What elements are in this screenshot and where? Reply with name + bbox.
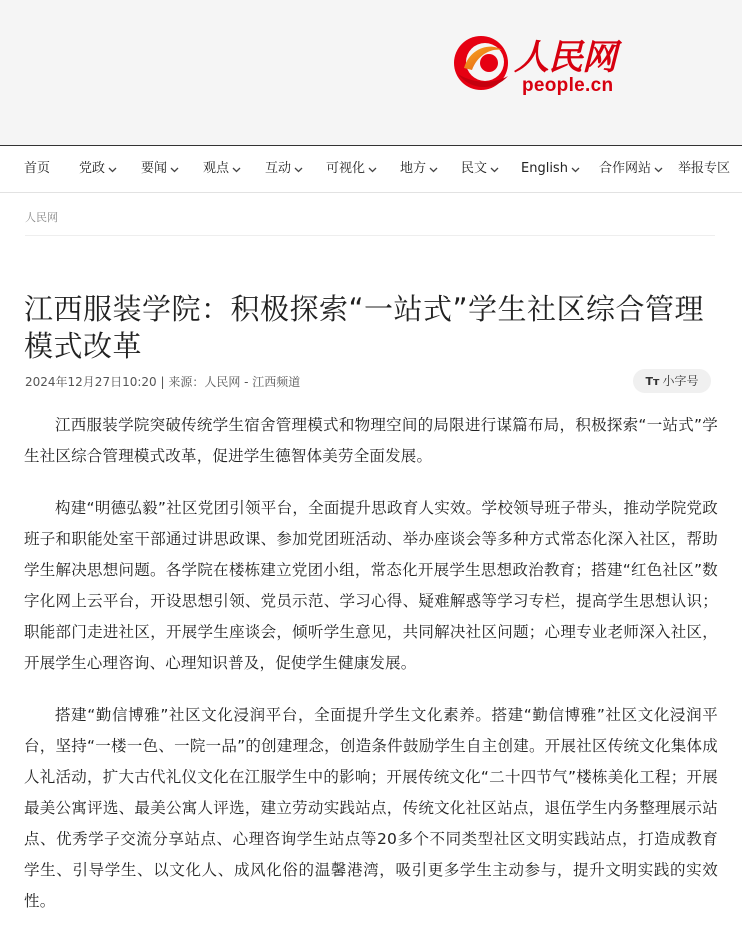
- chevron-down-icon: [429, 167, 438, 173]
- nav-item-partners[interactable]: [599, 146, 663, 192]
- logo-chinese-text: 人民网: [514, 37, 617, 78]
- breadcrumb[interactable]: 人民网: [25, 211, 58, 224]
- nav-item-label: 合作网站: [599, 161, 652, 176]
- chevron-down-icon: [170, 167, 179, 173]
- nav-item-home[interactable]: [24, 146, 50, 192]
- site-header: [0, 0, 742, 145]
- nav-item-english[interactable]: [521, 146, 580, 192]
- nav-item-label: 党政: [79, 161, 106, 176]
- nav-item-label: 举报专区: [678, 161, 731, 176]
- nav-item-label: 要闻: [141, 161, 168, 176]
- chevron-down-icon: [490, 167, 499, 173]
- nav-item-label: 互动: [265, 161, 292, 176]
- main-nav: [0, 145, 742, 193]
- article-title: 江西服装学院：积极探索“一站式”学生社区综合管理模式改革: [24, 292, 705, 364]
- chevron-down-icon: [368, 167, 377, 173]
- nav-item-ethnic[interactable]: [461, 146, 499, 192]
- chevron-down-icon: [294, 167, 303, 173]
- nav-item-news[interactable]: [141, 146, 179, 192]
- nav-item-interaction[interactable]: [265, 146, 303, 192]
- article-paragraph: 搭建“勤信博雅”社区文化浸润平台，全面提升学生文化素养。搭建“勤信博雅”社区文化浸润平台，坚持“一楼一色、一院一品”的创建理念，创造条件鼓励学生自主创建。开展社区传统文化集体成人礼活动，扩大古代礼仪文化在江服学生中的影响；开展传统文化“二十四节气”楼栋美化工程；开展最美公寓评选、最美公寓人评选，建立劳动实践站点，传统文化社区站点，退伍学生内务整理展示站点、优秀学子交流分享站点、心理咨询学生站点等20多个不同类型社区文明实践站点，打造成教育学生、引导学生、以文化人、成风化俗的温馨港湾，吸引更多学生主动参与，提升文明实践的实效性。: [24, 706, 718, 910]
- font-size-icon: Tт: [645, 375, 660, 388]
- article-paragraph: 构建“明德弘毅”社区党团引领平台，全面提升思政育人实效。学校领导班子带头，推动学院党政班子和职能处室干部通过讲思政课、参加党团班活动、举办座谈会等多种方式常态化深入社区，帮助学生解决思想问题。各学院在楼栋建立党团小组，常态化开展学生思想政治教育；搭建“红色社区”数字化网上云平台，开设思想引领、党员示范、学习心得、疑难解惑等学习专栏，提高学生思想认识；职能部门走进社区，开展学生座谈会，倾听学生意见，共同解决社区问题；心理专业老师深入社区，开展学生心理咨询、心理知识普及，促使学生健康发展。: [24, 499, 718, 672]
- chevron-down-icon: [108, 167, 117, 173]
- chevron-down-icon: [232, 167, 241, 173]
- nav-item-label: 首页: [24, 161, 51, 176]
- article-paragraph: 江西服装学院突破传统学生宿舍管理模式和物理空间的局限进行谋篇布局，积极探索“一站式”学生社区综合管理模式改革，促进学生德智体美劳全面发展。: [24, 416, 718, 465]
- article-body: [24, 410, 718, 938]
- nav-item-politics[interactable]: [79, 146, 117, 192]
- nav-item-local[interactable]: [400, 146, 438, 192]
- nav-item-visualization[interactable]: [326, 146, 377, 192]
- font-size-toggle-label: 小字号: [662, 374, 699, 388]
- nav-item-report[interactable]: [678, 146, 730, 192]
- nav-item-label: 可视化: [326, 161, 366, 176]
- nav-item-opinion[interactable]: [203, 146, 241, 192]
- logo-english-text: people.cn: [522, 75, 614, 96]
- logo-emblem-icon: [450, 30, 516, 96]
- chevron-down-icon: [571, 167, 580, 173]
- breadcrumb-divider: [25, 235, 715, 236]
- people-logo[interactable]: [450, 28, 622, 98]
- nav-item-label: 地方: [400, 161, 427, 176]
- chevron-down-icon: [654, 167, 663, 173]
- font-size-toggle-button[interactable]: [633, 369, 711, 393]
- nav-item-label: 民文: [461, 161, 488, 176]
- article-meta: 2024年12月27日10:20 | 来源：人民网 - 江西频道: [25, 375, 301, 389]
- nav-item-label: 观点: [203, 161, 230, 176]
- nav-item-label: English: [521, 161, 568, 176]
